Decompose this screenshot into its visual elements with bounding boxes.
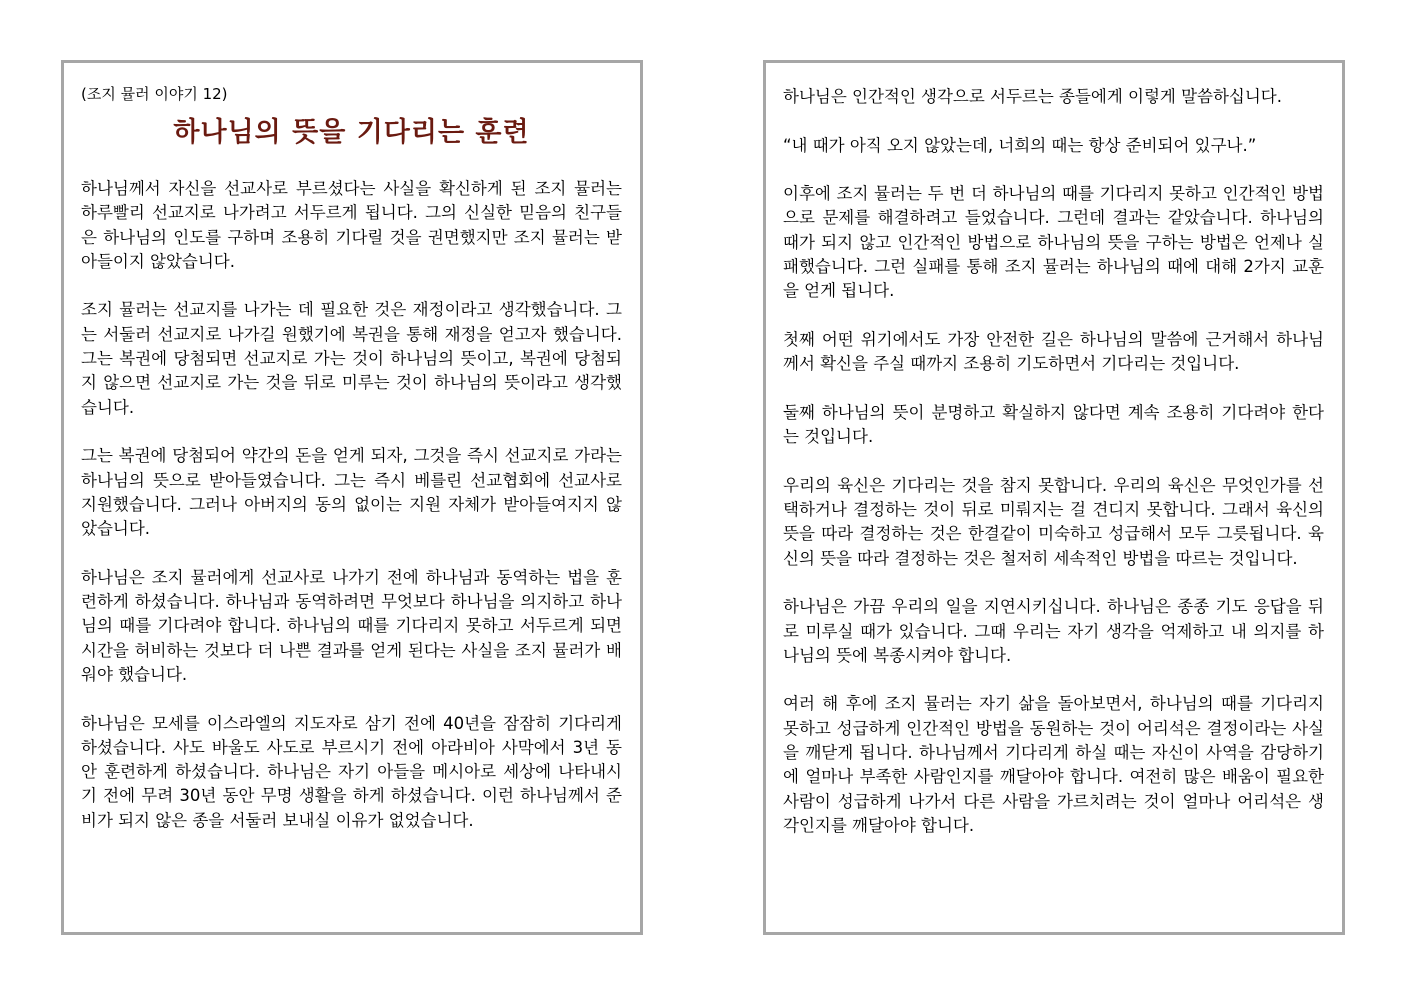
paragraph: 하나님은 모세를 이스라엘의 지도자로 삼기 전에 40년을 잠잠히 기다리게 하셨습니다. 사도 바울도 사도로 부르시기 전에 아라비아 사막에서 3년 동안 훈련하게 하셨습니다. 하나님은 자기 아들을 메시아로 세상에 나타내시기 전에 무려 30년 동안 무명 생활을 하게 하셨습니다. 이런 하나님께서 준비가 되지 않은 종을 서둘러 보내실 이유가 없었습니다. [81,713,622,830]
paragraph: 하나님은 인간적인 생각으로 서두르는 종들에게 이렇게 말씀하십니다. [783,87,1282,106]
quote-paragraph: “내 때가 아직 오지 않았는데, 너희의 때는 항상 준비되어 있구나.” [783,135,1257,155]
paragraph: 여러 해 후에 조지 뮬러는 자기 삶을 돌아보면서, 하나님의 때를 기다리지 못하고 성급하게 인간적인 방법을 동원하는 것이 어리석은 결정이라는 사실을 깨닫게 됩니다. 하나님께서 기다리게 하실 때는 자신이 사역을 감당하기에 얼마나 부족한 사람인지를 깨달아야 합니다. 여전히 많은 배움이 필요한 사람이 성급하게 나가서 다른 사람을 가르치려는 것이 얼마나 어리석은 생각인지를 깨달아야 합니다. [783,694,1324,835]
series-subtitle: (조지 뮬러 이야기 12) [81,85,228,103]
right-page [763,60,1345,935]
paragraph: 하나님은 가끔 우리의 일을 지연시키십니다. 하나님은 종종 기도 응답을 뒤로 미루실 때가 있습니다. 그때 우리는 자기 생각을 억제하고 내 의지를 하나님의 뜻에 복종시켜야 합니다. [783,597,1324,665]
paragraph: 조지 뮬러는 선교지를 나가는 데 필요한 것은 재정이라고 생각했습니다. 그는 서둘러 선교지로 나가길 원했기에 복권을 통해 재정을 얻고자 했습니다. 그는 복권에 당첨되면 선교지로 가는 것이 하나님의 뜻이고, 복권에 당첨되지 않으면 선교지로 가는 것을 뒤로 미루는 것이 하나님의 뜻이라고 생각했습니다. [81,300,622,417]
paragraph: 둘째 하나님의 뜻이 분명하고 확실하지 않다면 계속 조용히 기다려야 한다는 것입니다. [783,402,1324,447]
paragraph: 하나님은 조지 뮬러에게 선교사로 나가기 전에 하나님과 동역하는 법을 훈련하게 하셨습니다. 하나님과 동역하려면 무엇보다 하나님을 의지하고 하나님의 때를 기다려야 합니다. 하나님의 때를 기다리지 못하고 서두르게 되면 시간을 허비하는 것보다 더 나쁜 결과를 얻게 된다는 사실을 조지 뮬러가 배워야 했습니다. [81,567,622,684]
paragraph: 이후에 조지 뮬러는 두 번 더 하나님의 때를 기다리지 못하고 인간적인 방법으로 문제를 해결하려고 들었습니다. 그런데 결과는 같았습니다. 하나님의 때가 되지 않고 인간적인 방법으로 하나님의 뜻을 구하는 방법은 언제나 실패했습니다. 그런 실패를 통해 조지 뮬러는 하나님의 때에 대해 2가지 교훈을 얻게 됩니다. [783,184,1324,301]
left-page [61,60,643,935]
page-title: 하나님의 뜻을 기다리는 훈련 [173,117,530,148]
paragraph: 그는 복권에 당첨되어 약간의 돈을 얻게 되자, 그것을 즉시 선교지로 가라는 하나님의 뜻으로 받아들였습니다. 그는 즉시 베를린 선교협회에 선교사로 지원했습니다. 그러나 아버지의 동의 없이는 지원 자체가 받아들여지지 않았습니다. [81,446,622,539]
paragraph: 하나님께서 자신을 선교사로 부르셨다는 사실을 확신하게 된 조지 뮬러는 하루빨리 선교지로 나가려고 서두르게 됩니다. 그의 신실한 믿음의 친구들은 하나님의 인도를 구하며 조용히 기다릴 것을 권면했지만 조지 뮬러는 받아들이지 않았습니다. [81,179,622,271]
paragraph: 첫째 어떤 위기에서도 가장 안전한 길은 하나님의 말씀에 근거해서 하나님께서 확신을 주실 때까지 조용히 기도하면서 기다리는 것입니다. [783,329,1324,374]
paragraph: 우리의 육신은 기다리는 것을 참지 못합니다. 우리의 육신은 무엇인가를 선택하거나 결정하는 것이 뒤로 미뤄지는 걸 견디지 못합니다. 그래서 육신의 뜻을 따라 결정하는 것은 한결같이 미숙하고 성급해서 모두 그릇됩니다. 육신의 뜻을 따라 결정하는 것은 철저히 세속적인 방법을 따르는 것입니다. [783,475,1324,568]
